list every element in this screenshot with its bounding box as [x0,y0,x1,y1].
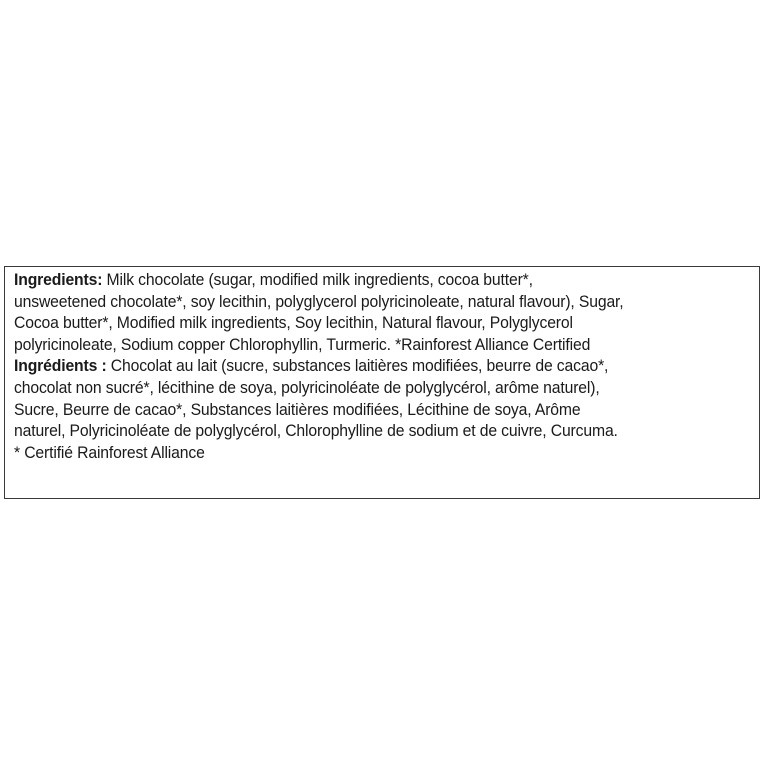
french-line-5: * Certifié Rainforest Alliance [14,443,205,462]
english-line-2: unsweetened chocolate*, soy lecithin, polyglycerol polyricinoleate, natural flavour), Sugar, [14,292,624,311]
french-ingredients-text: Chocolat au lait (sucre, substances laitières modifiées, beurre de cacao*, [106,357,609,376]
english-line-1 [14,270,729,292]
french-line-1 [14,356,729,378]
english-line-4: polyricinoleate, Sodium copper Chlorophyllin, Turmeric. *Rainforest Alliance Certified [14,335,591,354]
english-ingredients-heading: Ingredients: [14,271,103,289]
french-line-4: naturel, Polyricinoléate de polyglycérol, Chlorophylline de sodium et de cuivre, Curcuma. [14,422,618,441]
ingredients-panel [4,266,760,499]
english-ingredients-text: Milk chocolate (sugar, modified milk ingredients, cocoa butter*, [102,271,533,289]
french-line-3: Sucre, Beurre de cacao*, Substances laitières modifiées, Lécithine de soya, Arôme [14,400,581,419]
french-ingredients-heading: Ingrédients : [14,357,107,376]
english-line-3: Cocoa butter*, Modified milk ingredients, Soy lecithin, Natural flavour, Polyglycerol [14,314,573,333]
french-line-2: chocolat non sucré*, lécithine de soya, polyricinoléate de polyglycérol, arôme naturel), [14,378,600,397]
